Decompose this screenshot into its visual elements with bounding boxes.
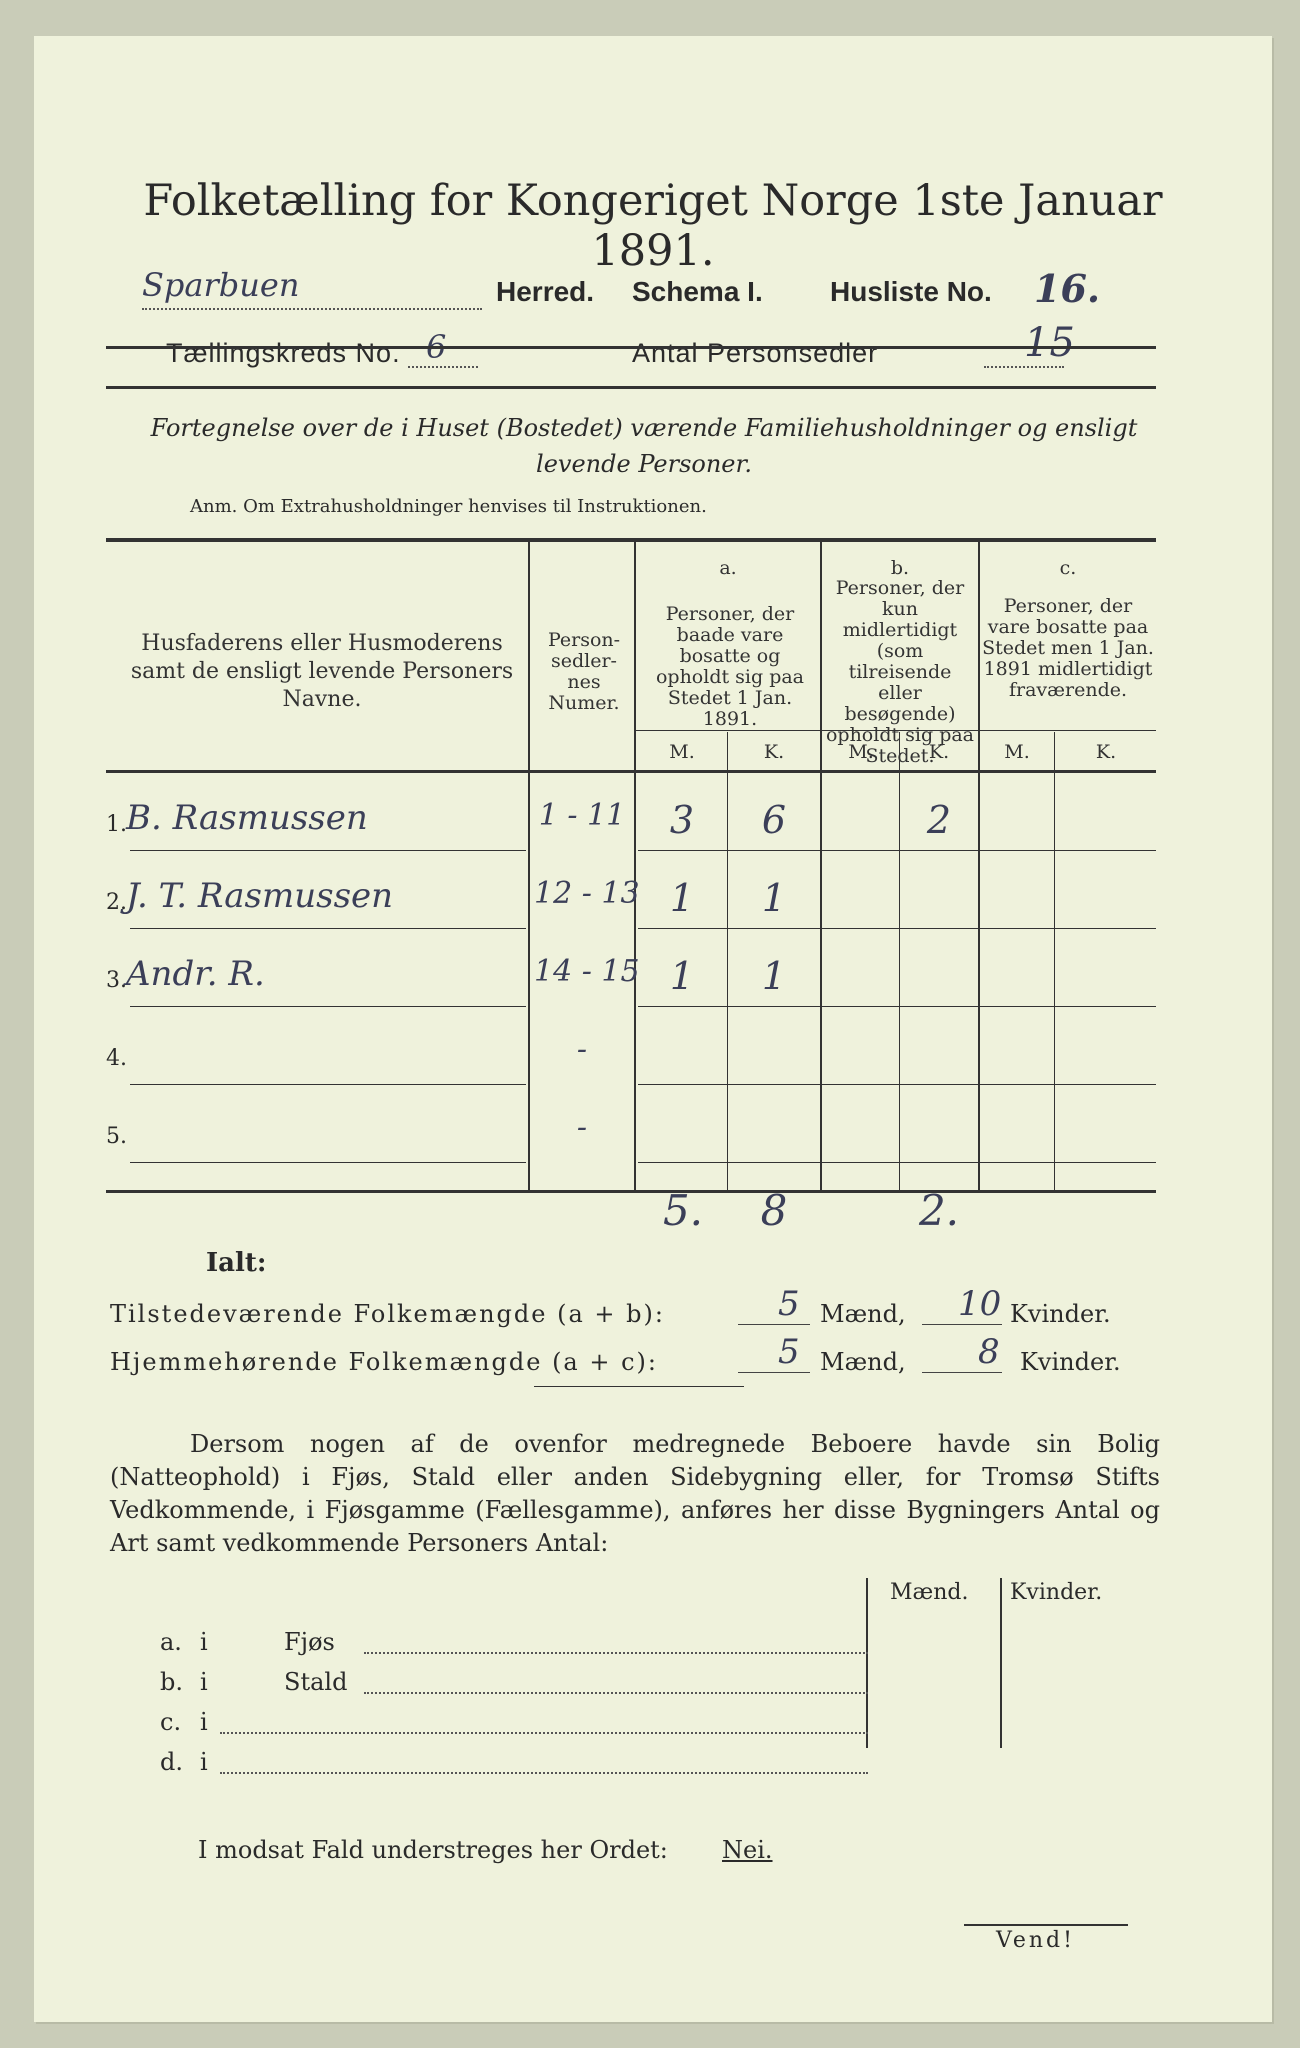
hjemme-maend: Mænd, bbox=[820, 1348, 906, 1376]
row-cell-numer: - bbox=[576, 1110, 588, 1145]
hjemme-label: Hjemmehørende Folkemængde (a + c): bbox=[110, 1348, 658, 1376]
buildings-sep-1 bbox=[866, 1578, 868, 1748]
col-sep-bm bbox=[899, 732, 900, 1190]
building-i: i bbox=[200, 1748, 208, 1776]
building-letter: b. bbox=[160, 1668, 183, 1696]
tilstede-maend: Mænd, bbox=[820, 1300, 906, 1328]
header-c-k: K. bbox=[1095, 741, 1117, 763]
building-label: Fjøs bbox=[284, 1628, 335, 1656]
herred-label: Herred. bbox=[496, 276, 595, 307]
row-number: 5. bbox=[106, 1124, 127, 1149]
tilstede-kvinder: Kvinder. bbox=[1010, 1300, 1111, 1328]
row-name: J. T. Rasmussen bbox=[126, 876, 394, 916]
row-cell-numer: 14 - 15 bbox=[534, 954, 640, 989]
tilstede-m-value: 5 bbox=[778, 1284, 800, 1324]
col-sep-cm bbox=[1054, 732, 1055, 1190]
row-cell-ak: 1 bbox=[761, 876, 787, 920]
row-name-rule bbox=[130, 928, 526, 929]
header-numer: Person-sedler-nes Numer. bbox=[547, 629, 621, 714]
total-a-m: 5. bbox=[662, 1186, 704, 1235]
col-sep-am bbox=[727, 732, 728, 1190]
header-b-text: Personer, der kun midlertidigt (som tilreisende eller besøgende) opholdt sig paa Stedet. bbox=[825, 577, 975, 767]
row-cell-ak: 1 bbox=[761, 954, 787, 998]
total-b-k: 2. bbox=[918, 1186, 960, 1235]
building-dots bbox=[220, 1772, 868, 1774]
building-i: i bbox=[200, 1708, 208, 1736]
row-name-rule bbox=[130, 1162, 526, 1163]
hjemme-kvinder: Kvinder. bbox=[1020, 1348, 1121, 1376]
row-name-rule bbox=[130, 1006, 526, 1007]
row-cell-am: 1 bbox=[669, 876, 695, 920]
col-sep-numer bbox=[634, 540, 636, 1190]
vend-label: Vend! bbox=[996, 1928, 1075, 1953]
table-bottom-rule bbox=[106, 1190, 1156, 1193]
header-c-m: M. bbox=[1004, 741, 1030, 763]
row-name-rule bbox=[130, 850, 526, 851]
row-value-rule bbox=[638, 850, 1156, 851]
building-label: Stald bbox=[284, 1668, 348, 1696]
header-a-k: K. bbox=[763, 741, 785, 763]
building-letter: c. bbox=[160, 1708, 182, 1736]
vend-rule bbox=[964, 1924, 1128, 1926]
header-a-m: M. bbox=[669, 741, 695, 763]
row-number: 3. bbox=[106, 968, 127, 993]
buildings-sep-2 bbox=[1000, 1578, 1002, 1748]
intro-text: Fortegnelse over de i Huset (Bostedet) værende Familiehusholdninger og ensligt levende Personer. bbox=[150, 414, 1138, 478]
row-number: 4. bbox=[106, 1046, 127, 1071]
form-title: Folketælling for Kongeriget Norge 1ste Januar 1891. bbox=[143, 176, 1163, 276]
row-number: 2. bbox=[106, 890, 127, 915]
herred-value: Sparbuen bbox=[142, 266, 300, 304]
row-value-rule bbox=[638, 1162, 1156, 1163]
buildings-col-kvinder: Kvinder. bbox=[1010, 1580, 1103, 1605]
buildings-col-maend: Mænd. bbox=[890, 1580, 969, 1605]
table-top-rule bbox=[106, 538, 1156, 542]
header-c-text: Personer, der vare bosatte paa Stedet men 1 Jan. 1891 midlertidigt fraværende. bbox=[982, 595, 1154, 701]
hjemme-m-value: 5 bbox=[778, 1332, 800, 1372]
row-value-rule bbox=[638, 1084, 1156, 1085]
header-c-letter: c. bbox=[1059, 557, 1077, 579]
separator-rule bbox=[534, 1386, 744, 1387]
herred-dots bbox=[142, 308, 482, 310]
col-sep-a bbox=[820, 540, 822, 1190]
header-a-text: Personer, der baade vare bosatte og opholdt sig paa Stedet 1 Jan. 1891. bbox=[655, 603, 805, 730]
row-cell-bk: 2 bbox=[926, 798, 952, 842]
hjemme-k-value: 8 bbox=[978, 1332, 1000, 1372]
modsat-word: Nei. bbox=[722, 1836, 773, 1864]
building-letter: a. bbox=[160, 1628, 182, 1656]
table-header-bottom-rule bbox=[106, 770, 1156, 773]
row-cell-ak: 6 bbox=[761, 798, 787, 842]
anm-note: Anm. Om Extrahusholdninger henvises til Instruktionen. bbox=[190, 496, 707, 517]
row-name: Andr. R. bbox=[126, 954, 265, 994]
row-name-rule bbox=[130, 1084, 526, 1085]
antal-label: Antal Personsedler bbox=[632, 338, 879, 368]
header-b-k: K. bbox=[928, 741, 950, 763]
header-a-letter: a. bbox=[719, 557, 737, 579]
row-value-rule bbox=[638, 928, 1156, 929]
header-rule-2 bbox=[106, 386, 1156, 389]
col-sep-b bbox=[978, 540, 980, 1190]
husliste-label: Husliste No. bbox=[830, 276, 992, 307]
row-cell-am: 1 bbox=[669, 954, 695, 998]
kreds-label: Tællingskreds No. bbox=[166, 338, 401, 368]
tilstede-k-line bbox=[922, 1324, 1002, 1325]
ialt-label: Ialt: bbox=[206, 1248, 267, 1278]
tilstede-k-value: 10 bbox=[958, 1284, 1002, 1324]
col-sep-names bbox=[528, 540, 530, 1190]
modsat-text: I modsat Fald understreges her Ordet: bbox=[198, 1836, 668, 1864]
row-cell-numer: 1 - 11 bbox=[538, 798, 626, 833]
row-value-rule bbox=[638, 1006, 1156, 1007]
row-name: B. Rasmussen bbox=[126, 798, 368, 838]
building-dots bbox=[220, 1732, 868, 1734]
total-a-k: 8 bbox=[760, 1186, 788, 1235]
husliste-value: 16. bbox=[1034, 266, 1101, 311]
building-dots bbox=[364, 1652, 868, 1654]
row-cell-numer: 12 - 13 bbox=[534, 876, 640, 911]
kreds-dots bbox=[408, 366, 478, 368]
antal-value: 15 bbox=[1024, 320, 1075, 366]
building-i: i bbox=[200, 1668, 208, 1696]
paragraph-text: Dersom nogen af de ovenfor medregnede Beboere havde sin Bolig (Natteophold) i Fjøs, Stald eller anden Sidebygning eller, for Tromsø Stifts Vedkommende, i Fjøsgamme (Fællesgamme), anføres her disse Bygningers Antal og Art samt vedkommende Personers Antal: bbox=[110, 1430, 1160, 1557]
building-dots bbox=[364, 1692, 868, 1694]
antal-dots bbox=[984, 366, 1064, 368]
tilstede-m-line bbox=[738, 1324, 810, 1325]
kreds-value: 6 bbox=[426, 328, 447, 366]
hjemme-m-line bbox=[738, 1372, 810, 1373]
hjemme-k-line bbox=[922, 1372, 1002, 1373]
building-letter: d. bbox=[160, 1748, 183, 1776]
header-b-letter: b. bbox=[890, 557, 910, 579]
building-i: i bbox=[200, 1628, 208, 1656]
schema-label: Schema I. bbox=[632, 276, 763, 307]
header-b-m: M. bbox=[848, 741, 874, 763]
row-cell-numer: - bbox=[576, 1032, 588, 1067]
row-cell-am: 3 bbox=[669, 798, 695, 842]
header-rule bbox=[106, 346, 1156, 349]
census-form-page bbox=[34, 36, 1272, 2022]
header-names: Husfaderens eller Husmoderens samt de ensligt levende Personers Navne. bbox=[130, 631, 514, 712]
row-number: 1. bbox=[106, 812, 127, 837]
tilstede-label: Tilstedeværende Folkemængde (a + b): bbox=[110, 1300, 665, 1328]
